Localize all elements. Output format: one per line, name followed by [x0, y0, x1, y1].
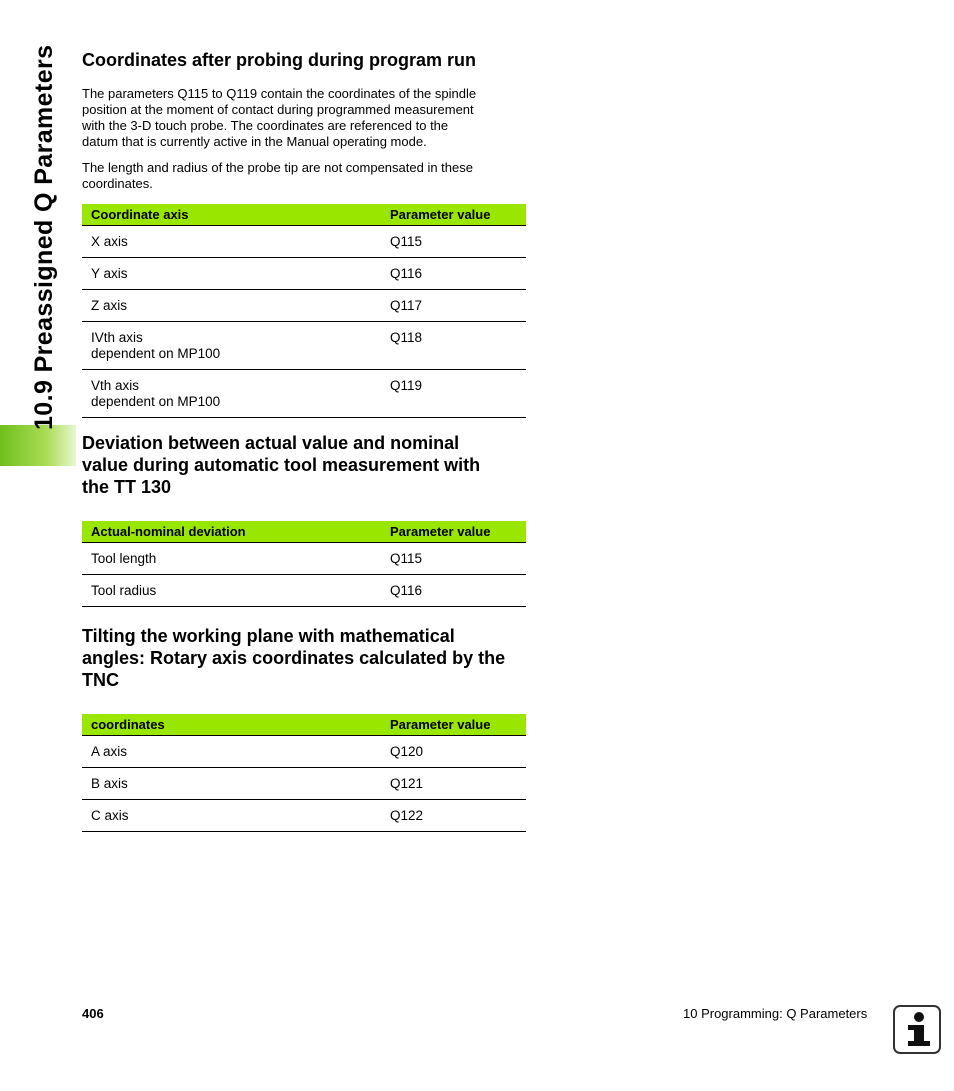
- section-heading-line: TNC: [82, 670, 119, 690]
- info-icon: [893, 1005, 941, 1054]
- table-cell: Q118: [381, 322, 526, 370]
- text-line: position at the moment of contact during programmed measurement: [82, 102, 474, 117]
- chapter-tab-marker: [0, 425, 76, 466]
- table-cell: [82, 370, 381, 418]
- section-heading: Coordinates after probing during program run: [82, 50, 477, 70]
- column-header: Parameter value: [381, 521, 526, 543]
- footer-chapter-title: 10 Programming: Q Parameters: [683, 1006, 868, 1021]
- text-line: The length and radius of the probe tip are not compensated in these: [82, 160, 473, 175]
- table-cell: Q116: [381, 575, 526, 607]
- paragraph-2: [82, 160, 526, 192]
- column-header: Actual-nominal deviation: [82, 521, 381, 543]
- column-header: Parameter value: [381, 204, 526, 226]
- table-row: [82, 370, 526, 418]
- table-cell: Y axis: [82, 258, 381, 290]
- column-header: Parameter value: [381, 714, 526, 736]
- cell-line: dependent on MP100: [91, 346, 221, 361]
- section-heading-line: value during automatic tool measurement with: [82, 455, 481, 475]
- section-heading-line: Deviation between actual value and nominal: [82, 433, 460, 453]
- section-tilting-plane: [82, 625, 526, 691]
- section-heading-line: angles: Rotary axis coordinates calculated by the: [82, 648, 506, 668]
- table-row: [82, 290, 526, 322]
- table-cell: Tool length: [82, 543, 381, 575]
- table-cell: Q120: [381, 736, 526, 768]
- page-number: 406: [82, 1006, 104, 1021]
- cell-line: Vth axis: [91, 378, 140, 393]
- table-row: [82, 543, 526, 575]
- table-cell: [82, 322, 381, 370]
- column-header: coordinates: [82, 714, 381, 736]
- cell-line: IVth axis: [91, 330, 143, 345]
- rotary-axis-table: [82, 714, 526, 832]
- table-header-row: [82, 521, 526, 543]
- table-row: [82, 322, 526, 370]
- table-row: [82, 800, 526, 832]
- column-header: Coordinate axis: [82, 204, 381, 226]
- table-cell: Q117: [381, 290, 526, 322]
- info-glyph: [895, 1007, 939, 1052]
- section-heading-line: Tilting the working plane with mathematical: [82, 626, 455, 646]
- chapter-side-title: 10.9 Preassigned Q Parameters: [30, 44, 58, 430]
- text-line: with the 3-D touch probe. The coordinates are referenced to the: [82, 118, 449, 133]
- table-row: [82, 258, 526, 290]
- table-cell: X axis: [82, 226, 381, 258]
- table-cell: Q122: [381, 800, 526, 832]
- table-cell: A axis: [82, 736, 381, 768]
- table-cell: Q119: [381, 370, 526, 418]
- table-header-row: [82, 204, 526, 226]
- table-row: [82, 768, 526, 800]
- paragraph-1: [82, 86, 526, 150]
- table-cell: Tool radius: [82, 575, 381, 607]
- text-line: datum that is currently active in the Manual operating mode.: [82, 134, 427, 149]
- table-row: [82, 575, 526, 607]
- table-row: [82, 226, 526, 258]
- table-cell: Q115: [381, 226, 526, 258]
- table-cell: Q116: [381, 258, 526, 290]
- table-cell: B axis: [82, 768, 381, 800]
- table-row: [82, 736, 526, 768]
- section-tool-deviation: [82, 432, 526, 498]
- table-header-row: [82, 714, 526, 736]
- deviation-table: [82, 521, 526, 607]
- section-probing-coordinates: [82, 49, 526, 71]
- section-heading-line: the TT 130: [82, 477, 172, 497]
- coordinate-axis-table: [82, 204, 526, 418]
- table-cell: Z axis: [82, 290, 381, 322]
- text-line: coordinates.: [82, 176, 153, 191]
- cell-line: dependent on MP100: [91, 394, 221, 409]
- table-cell: Q115: [381, 543, 526, 575]
- table-cell: Q121: [381, 768, 526, 800]
- table-cell: C axis: [82, 800, 381, 832]
- text-line: The parameters Q115 to Q119 contain the coordinates of the spindle: [82, 86, 477, 101]
